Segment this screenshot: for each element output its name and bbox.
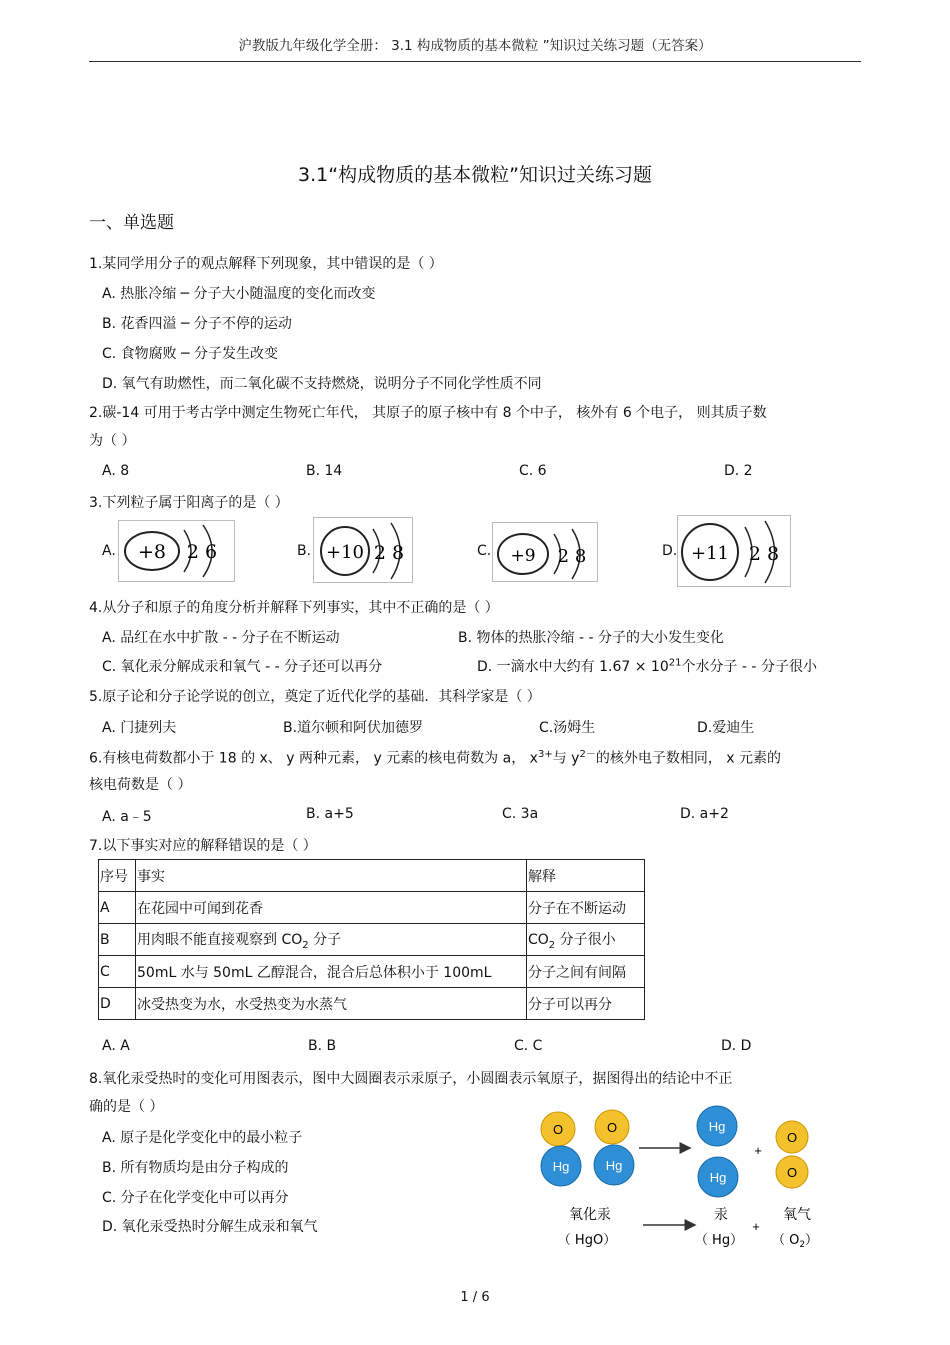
table-header-row: [99, 860, 645, 892]
mercury-oxide-decomposition-diagram: [535, 1103, 820, 1253]
question-2-option-a: A. 8: [102, 463, 130, 479]
question-1-option-b: B. 花香四溢 ─ 分子不停的运动: [102, 316, 292, 332]
question-1-option-d: D. 氧气有助燃性，而二氧化碳不支持燃烧，说明分子不同化学性质不同: [102, 376, 542, 392]
table-cell: D: [99, 988, 136, 1020]
table-cell: 分子可以再分: [527, 988, 645, 1020]
question-5-stem: 5.原子论和分子论学说的创立，奠定了近代化学的基础．其科学家是（ ）: [89, 689, 541, 705]
question-4-option-d: D. 一滴水中大约有 $1.67 \times 10^{21}$个水分子 - - 分子很小: [477, 657, 817, 675]
question-7-option-d: D. D: [721, 1038, 752, 1054]
running-header: 沪教版九年级化学全册： 3.1 构成物质的基本微粒 ”知识过关练习题（无答案）: [238, 38, 712, 54]
mercury-atom-label: Hg: [709, 1170, 727, 1185]
formula-o2: （ $O_2$）: [771, 1233, 819, 1250]
question-7-option-a: A. A: [102, 1038, 130, 1054]
electron-shells-c: 2 8: [557, 546, 587, 567]
oxygen-atom-label: O: [786, 1165, 798, 1180]
oxygen-atom-label: O: [606, 1120, 618, 1135]
question-2-option-c: C. 6: [519, 463, 547, 479]
nucleus-charge-b: +10: [326, 542, 364, 563]
question-4-option-a: A. 品红在水中扩散 - - 分子在不断运动: [102, 630, 340, 646]
question-5-option-d: D.爱迪生: [697, 720, 755, 736]
question-3-option-d-letter: D.: [662, 543, 678, 559]
table-header-cell: 序号: [99, 860, 136, 892]
table-cell: 50mL 水与 50mL 乙醇混合，混合后总体积小于 100mL: [136, 956, 527, 988]
table-row: [99, 892, 645, 924]
question-5-option-a: A. 门捷列夫: [102, 720, 177, 736]
table-cell: 用肉眼不能直接观察到 $CO_2$ 分子: [136, 924, 527, 956]
mercury-atom-label: Hg: [605, 1158, 623, 1173]
table-cell: 分子在不断运动: [527, 892, 645, 924]
question-2-option-b: B. 14: [306, 463, 343, 479]
question-8-stem: 8.氧化汞受热时的变化可用图表示，图中大圆圈表示汞原子，小圆圈表示氧原子，据图得出的结论中不正: [89, 1071, 733, 1087]
table-row: [99, 988, 645, 1020]
table-cell: 分子之间有间隔: [527, 956, 645, 988]
question-1-option-c: C. 食物腐败 ─ 分子发生改变: [102, 346, 279, 362]
section-heading: 一、单选题: [89, 213, 174, 233]
question-6-option-c: C. 3a: [502, 806, 539, 822]
header-rule: [89, 61, 861, 62]
question-1-option-a: A. 热胀冷缩 ─ 分子大小随温度的变化而改变: [102, 286, 376, 302]
question-8-option-b: B. 所有物质均是由分子构成的: [102, 1160, 289, 1176]
atom-structure-b-diagram: [313, 517, 413, 583]
plus-sign: +: [754, 1143, 762, 1158]
atom-structure-d-diagram: [677, 515, 791, 587]
question-8-stem-cont: 确的是（ ）: [89, 1099, 164, 1115]
question-8-option-c: C. 分子在化学变化中可以再分: [102, 1190, 289, 1206]
electron-shells-a: 2 6: [186, 541, 218, 563]
question-5-option-b: B.道尔顿和阿伏加德罗: [283, 720, 424, 736]
question-7-option-c: C. C: [514, 1038, 543, 1054]
question-7-stem: 7.以下事实对应的解释错误的是（ ）: [89, 838, 317, 854]
question-2-option-d: D. 2: [724, 463, 753, 479]
name-o2: 氧气: [783, 1207, 811, 1223]
table-header-cell: 事实: [136, 860, 527, 892]
table-cell: B: [99, 924, 136, 956]
question-3-option-a-letter: A.: [102, 543, 116, 559]
atom-structure-c-diagram: [492, 522, 598, 582]
document-title: 3.1“构成物质的基本微粒”知识过关练习题: [298, 164, 652, 186]
question-3-stem: 3.下列粒子属于阳离子的是（ ）: [89, 495, 289, 511]
page-number: 1 / 6: [460, 1290, 490, 1305]
question-7-table: [98, 859, 645, 1020]
electron-shells-d: 2 8: [748, 543, 780, 565]
question-8-option-d: D. 氧化汞受热时分解生成汞和氧气: [102, 1219, 318, 1235]
name-hgo: 氧化汞: [569, 1207, 611, 1223]
nucleus-charge-c: +9: [510, 546, 536, 566]
question-3-option-c-letter: C.: [477, 543, 492, 559]
nucleus-charge-a: +8: [137, 541, 167, 563]
table-cell: 冰受热变为水，水受热变为水蒸气: [136, 988, 527, 1020]
table-cell: $CO_2$ 分子很小: [527, 924, 645, 956]
name-hg: 汞: [714, 1207, 728, 1223]
question-3-option-b-letter: B.: [297, 543, 312, 559]
question-4-stem: 4.从分子和原子的角度分析并解释下列事实，其中不正确的是（ ）: [89, 600, 499, 616]
question-6-stem: 6.有核电荷数都小于 18 的 x、 y 两种元素， y 元素的核电荷数为 a， $x^{3+}$与 $y^{2-}$的核外电子数相同， x 元素的: [89, 749, 782, 767]
plus-sign: +: [752, 1219, 760, 1234]
oxygen-atom-label: O: [552, 1122, 564, 1137]
question-2-stem: 2.碳-14 可用于考古学中测定生物死亡年代， 其原子的原子核中有 8 个中子， 核外有 6 个电子， 则其质子数: [89, 405, 767, 421]
oxygen-atom-label: O: [786, 1130, 798, 1145]
table-cell: 在花园中可闻到花香: [136, 892, 527, 924]
question-6-option-b: B. a+5: [306, 806, 354, 822]
formula-hg: （ Hg）: [694, 1233, 744, 1248]
question-1-stem: 1.某同学用分子的观点解释下列现象，其中错误的是（ ）: [89, 256, 443, 272]
table-row: [99, 956, 645, 988]
nucleus-charge-d: +11: [691, 543, 729, 564]
question-8-option-a: A. 原子是化学变化中的最小粒子: [102, 1130, 303, 1146]
question-6-option-d: D. a+2: [680, 806, 729, 822]
question-6-stem-cont: 核电荷数是（ ）: [89, 777, 192, 793]
question-2-stem-cont: 为（ ）: [89, 433, 136, 449]
question-4-option-c: C. 氧化汞分解成汞和氧气 - - 分子还可以再分: [102, 659, 383, 675]
table-row: [99, 924, 645, 956]
question-5-option-c: C.汤姆生: [539, 720, 596, 736]
electron-shells-b: 2 8: [373, 542, 405, 564]
table-cell: C: [99, 956, 136, 988]
question-7-option-b: B. B: [308, 1038, 337, 1054]
atom-structure-a-diagram: [118, 520, 235, 582]
table-cell: A: [99, 892, 136, 924]
question-4-option-b: B. 物体的热胀冷缩 - - 分子的大小发生变化: [458, 630, 724, 646]
question-6-option-a: A. a﹣5: [102, 809, 152, 825]
mercury-atom-label: Hg: [708, 1119, 726, 1134]
formula-hgo: （ HgO）: [557, 1233, 617, 1248]
table-header-cell: 解释: [527, 860, 645, 892]
mercury-atom-label: Hg: [552, 1159, 570, 1174]
